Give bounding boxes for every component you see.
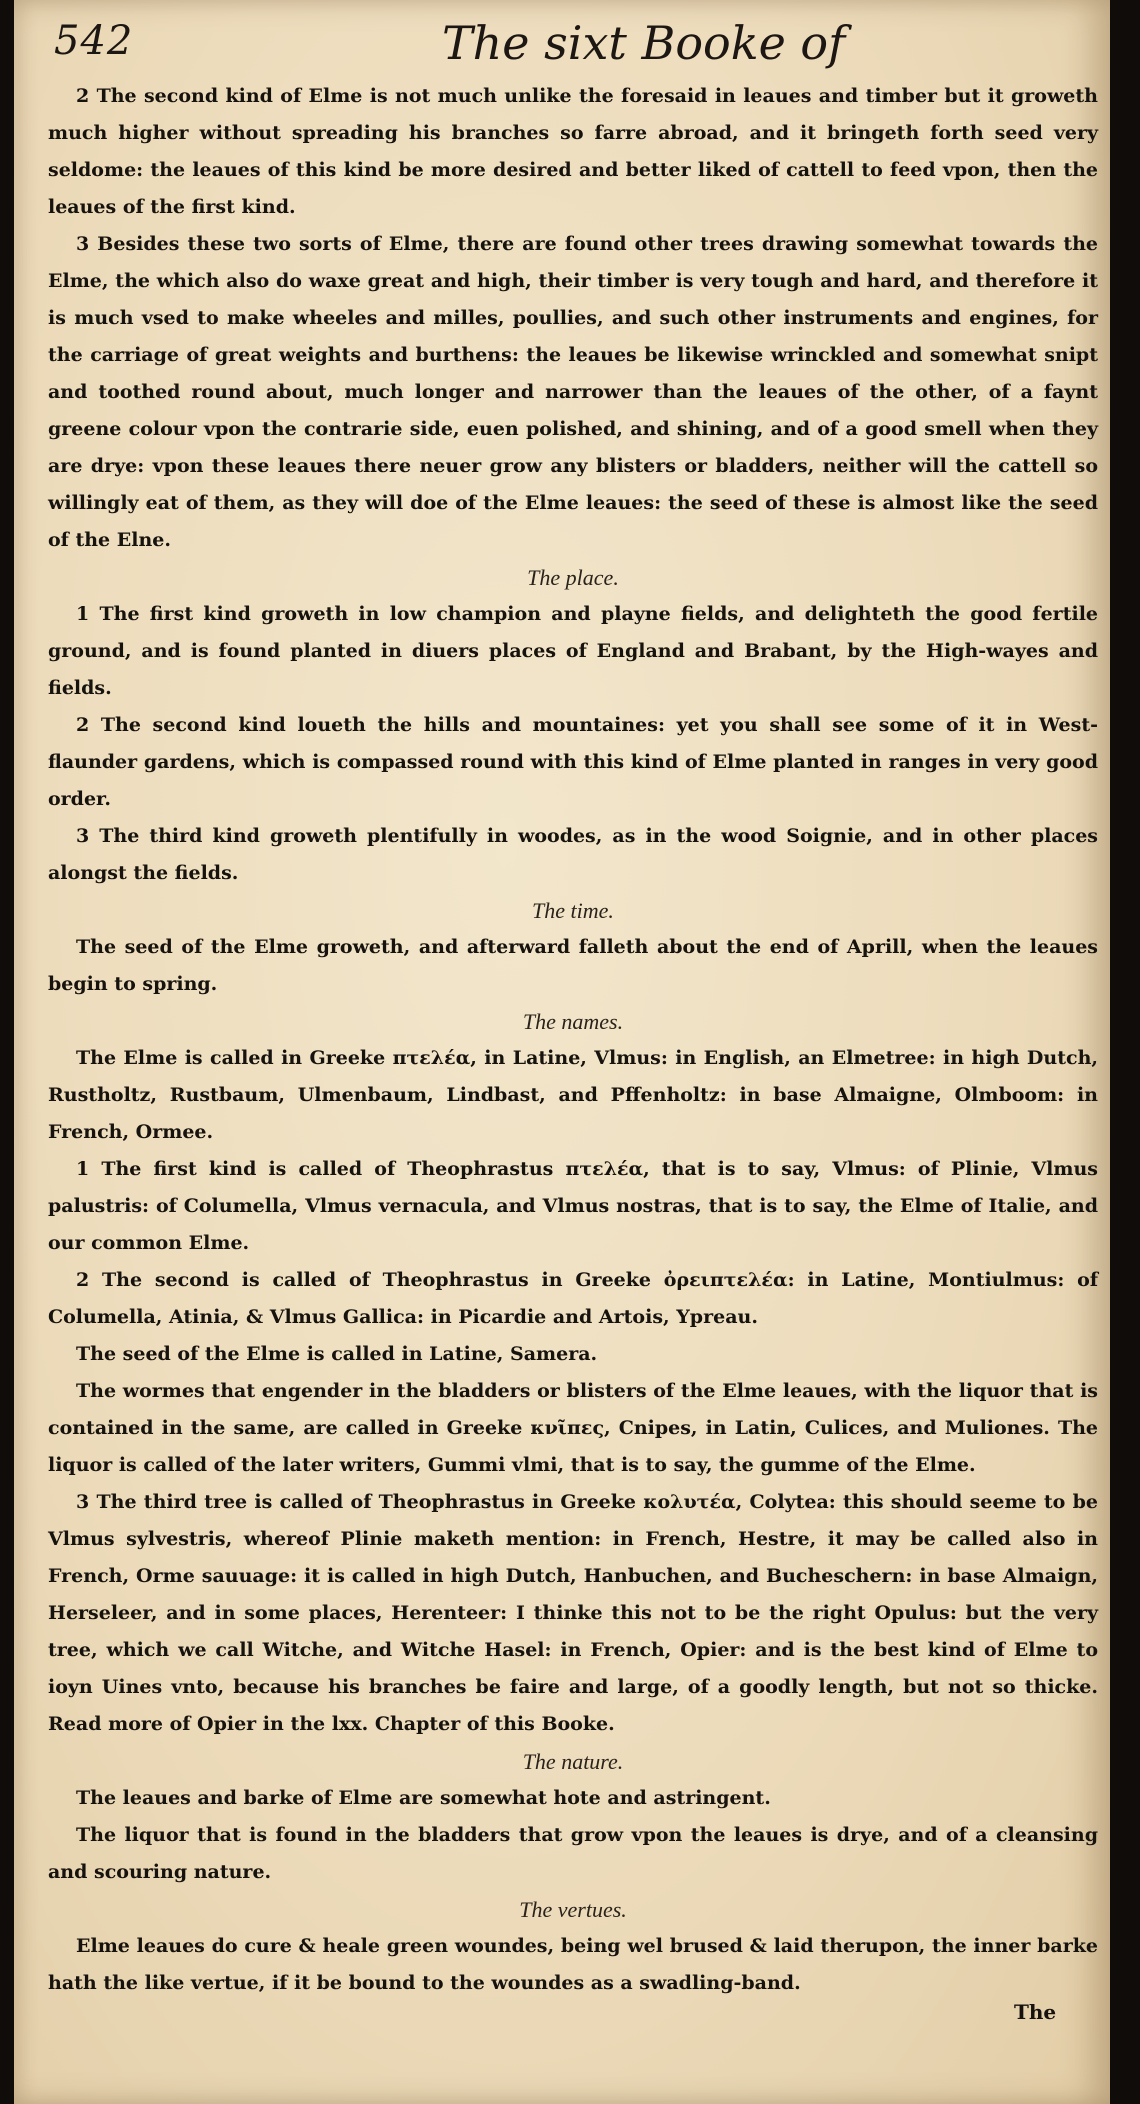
body-paragraph: The wormes that engender in the bladders or blisters of the Elme leaues, with the liquor that is contained in the same, are called in Greeke κνῖπες, Cnipes, in Latin, Culices, and Muliones. The liquor is called of the later writers, Gummi vlmi, that is to say, the gumme of the Elme.: [48, 1380, 1098, 1476]
body-paragraph: 3 The third tree is called of Theophrastus in Greeke κολυτέα, Colytea: this should seeme to be Vlmus sylvestris, whereof Plinie maketh mention: in French, Hestre, it may be called also in French, Orme sauuage: it is called in high Dutch, Hanbuchen, and Bucheschern: in base Almaign, Herseleer, and in some places, Herenteer: I thinke this not to be the right Opulus: but the very tree, which we call Witche, and Witche Hasel: in French, Opier: and is the best kind of Elme to ioyn Uines vnto, because his branches be faire and large, of a goodly length, but not so thicke. Read more of Opier in the lxx. Chapter of this Booke.: [48, 1491, 1098, 1735]
body-paragraph: The leaues and barke of Elme are somewhat hote and astringent.: [76, 1787, 771, 1809]
body-paragraph: 2 The second kind loueth the hills and mountaines: yet you shall see some of it in West-flaunder gardens, which is compassed round with this kind of Elme planted in ranges in very good order.: [48, 714, 1098, 810]
body-paragraph: The liquor that is found in the bladders that grow vpon the leaues is drye, and of a cleansing and scouring nature.: [48, 1824, 1098, 1883]
running-title: The sixt Booke of: [442, 16, 846, 70]
body-paragraph: 3 The third kind groweth plentifully in woodes, as in the wood Soignie, and in other places alongst the fields.: [48, 825, 1098, 884]
section-heading: The vertues.: [519, 1897, 627, 1922]
section-heading: The names.: [522, 1009, 624, 1034]
section-heading: The place.: [527, 565, 619, 590]
section-heading: The nature.: [522, 1749, 624, 1774]
catchword: The: [1014, 2000, 1057, 2024]
body-paragraph: Elme leaues do cure & heale green woundes, being wel brused & laid therupon, the inner barke hath the like vertue, if it be bound to the woundes as a swadling-band.: [48, 1935, 1098, 1994]
body-paragraph: 3 Besides these two sorts of Elme, there are found other trees drawing somewhat towards the Elme, the which also do waxe great and high, their timber is very tough and hard, and therefore it is much vsed to make wheeles and milles, poullies, and such other instruments and engines, for the carriage of great weights and burthens: the leaues be likewise wrinckled and somewhat snipt and toothed round about, much longer and narrower than the leaues of the other, of a faynt greene colour vpon the contrarie side, euen polished, and shining, and of a good smell when they are drye: vpon these leaues there neuer grow any blisters or bladders, neither will the cattell so willingly eat of them, as they will doe of the Elme leaues: the seed of these is almost like the seed of the Elne.: [48, 233, 1098, 551]
body-paragraph: The Elme is called in Greeke πτελέα, in Latine, Vlmus: in English, an Elmetree: in high Dutch, Rustholtz, Rustbaum, Ulmenbaum, Lindbast, and Pffenholtz: in base Almaigne, Olmboom: in French, Ormee.: [48, 1047, 1098, 1143]
body-text: [48, 78, 1098, 2002]
page-number: 542: [54, 18, 134, 64]
body-paragraph: 1 The first kind groweth in low champion and playne fields, and delighteth the good fertile ground, and is found planted in diuers places of England and Brabant, by the High-wayes and fields.: [48, 603, 1098, 699]
book-page: [14, 0, 1110, 2104]
body-paragraph: 1 The first kind is called of Theophrastus πτελέα, that is to say, Vlmus: of Plinie, Vlmus palustris: of Columella, Vlmus vernacula, and Vlmus nostras, that is to say, the Elme of Italie, and our common Elme.: [48, 1158, 1098, 1254]
body-paragraph: The seed of the Elme groweth, and afterward falleth about the end of Aprill, when the leaues begin to spring.: [48, 936, 1098, 995]
body-paragraph: The seed of the Elme is called in Latine, Samera.: [76, 1343, 598, 1365]
body-paragraph: 2 The second kind of Elme is not much unlike the foresaid in leaues and timber but it groweth much higher without spreading his branches so farre abroad, and it bringeth forth seed very seldome: the leaues of this kind be more desired and better liked of cattell to feed vpon, then the leaues of the first kind.: [48, 85, 1098, 218]
page-header: [42, 14, 1102, 74]
section-heading: The time.: [532, 898, 614, 923]
body-paragraph: 2 The second is called of Theophrastus in Greeke ὀρειπτελέα: in Latine, Montiulmus: of Columella, Atinia, & Vlmus Gallica: in Picardie and Artois, Ypreau.: [48, 1269, 1098, 1328]
